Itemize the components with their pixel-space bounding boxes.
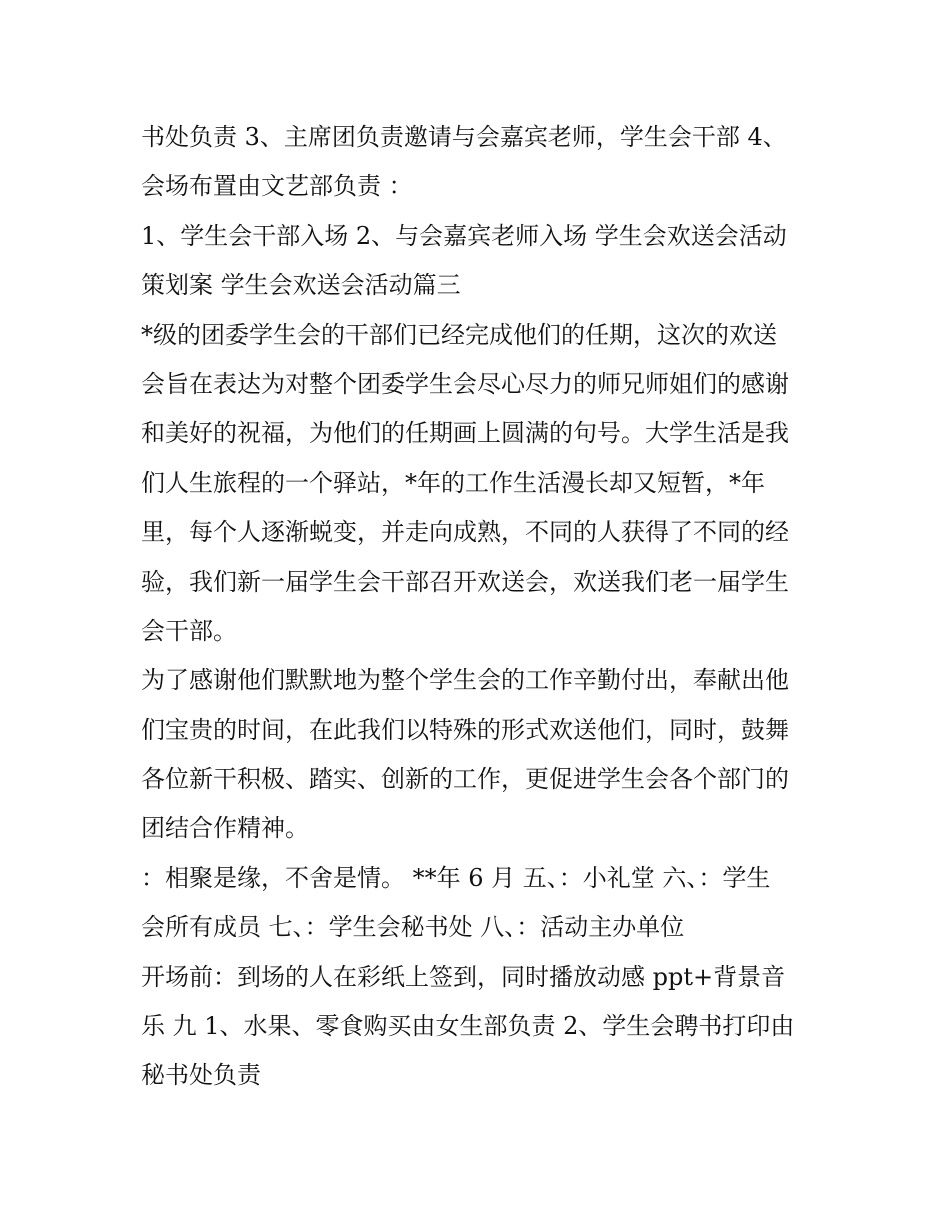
document-body bbox=[141, 113, 821, 1101]
text-line: 策划案 学生会欢送会活动篇三 bbox=[141, 271, 461, 300]
text-line: 1、学生会干部入场 2、与会嘉宾老师入场 学生会欢送会活动 bbox=[141, 221, 787, 250]
text-line: 乐 九 1、水果、零食购买由女生部负责 2、学生会聘书打印由 bbox=[141, 1012, 795, 1041]
text-line: 秘书处负责 bbox=[141, 1061, 261, 1090]
text-line: 和美好的祝福，为他们的任期画上圆满的句号。大学生活是我 bbox=[141, 419, 789, 448]
text-line: 为了感谢他们默默地为整个学生会的工作辛勤付出，奉献出他 bbox=[141, 666, 789, 695]
text-line: ：相聚是缘，不舍是情。 **年 6 月 五、：小礼堂 六、：学生 bbox=[141, 863, 771, 892]
text-line: 会所有成员 七、：学生会秘书处 八、：活动主办单位 bbox=[141, 913, 685, 942]
text-line: *级的团委学生会的干部们已经完成他们的任期，这次的欢送 bbox=[141, 320, 777, 349]
text-line: 验，我们新一届学生会干部召开欢送会，欢送我们老一届学生 bbox=[141, 567, 789, 596]
text-line: 各位新干积极、踏实、创新的工作，更促进学生会各个部门的 bbox=[141, 765, 789, 794]
text-line: 会旨在表达为对整个团委学生会尽心尽力的师兄师姐们的感谢 bbox=[141, 369, 789, 398]
text-line: 会场布置由文艺部负责 ： bbox=[141, 172, 413, 201]
text-line: 开场前：到场的人在彩纸上签到，同时播放动感 ppt+背景音 bbox=[141, 962, 786, 991]
text-line: 们人生旅程的一个驿站，*年的工作生活漫长却又短暂，*年 bbox=[141, 468, 765, 497]
text-line: 书处负责 3、主席团负责邀请与会嘉宾老师，学生会干部 4、 bbox=[141, 123, 787, 151]
text-line: 里，每个人逐渐蜕变，并走向成熟，不同的人获得了不同的经 bbox=[141, 518, 789, 547]
text-line: 会干部。 bbox=[141, 616, 237, 645]
text-line: 们宝贵的时间，在此我们以特殊的形式欢送他们，同时，鼓舞 bbox=[141, 715, 789, 744]
text-line: 团结合作精神。 bbox=[141, 814, 309, 843]
